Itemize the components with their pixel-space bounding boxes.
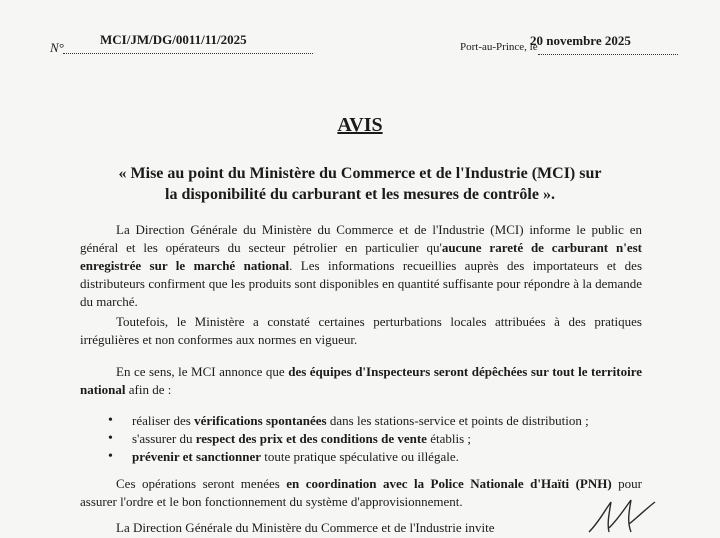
list-item-text: dans les stations-service et points de distribution ; [326,413,589,428]
paragraph-2-text: Toutefois, le Ministère a constaté certaines perturbations locales attribuées à des pratiques irrégulières et non conformes aux normes en vigueur. [80,314,642,347]
list-item-bold: prévenir et sanctionner [132,449,262,464]
paragraph-1-text-b: . Les informations recueillies auprès des importateurs et des distributeurs confirment que les produits sont disponibles en quantité suffisante pour répondre à la demande du marché. [80,258,643,309]
paragraph-1 [80,221,642,311]
reference-label: N° [50,40,64,55]
list-item-bold: vérifications spontanées [194,413,327,428]
place-label: Port-au-Prince, le [460,41,538,53]
document-title: AVIS [337,114,383,136]
reference-number: MCI/JM/DG/0011/11/2025 [100,32,247,47]
paragraph-3 [80,363,642,399]
list-item [108,412,648,430]
paragraph-5 [80,519,642,537]
paragraph-5-text: La Direction Générale du Ministère du Commerce et de l'Industrie invite [116,520,495,535]
paragraph-3-text-b: afin de : [125,382,172,397]
list-item [108,448,648,466]
subject-line-2: la disponibilité du carburant et les mesures de contrôle ». [165,186,555,203]
paragraph-3-bold: des équipes d'Inspecteurs seront dépêchées sur tout le territoire national [80,364,642,397]
paragraph-4-text-b: pour assurer l'ordre et le bon fonctionnement du système d'approvisionnement. [80,476,642,509]
paragraph-1-bold: aucune rareté de carburant n'est enregistrée sur le marché national [80,240,642,273]
list-item-text: réaliser des [132,413,195,428]
paragraph-3-text-a: En ce sens, le MCI annonce que [116,364,289,379]
list-item-text: établis ; [426,431,471,446]
paragraph-4-bold: en coordination avec la Police Nationale d'Haïti (PNH) [286,476,612,491]
date-underline [538,54,678,55]
reference-underline [63,53,313,54]
signature-mark [585,498,665,538]
list-item-text: toute pratique spéculative ou illégale. [261,449,459,464]
list-item-text: s'assurer du [132,431,196,446]
paragraph-2 [80,313,642,349]
paragraph-1-text-a: La Direction Générale du Ministère du Commerce et de l'Industrie (MCI) informe le public en général et les opérateurs du secteur pétrolier en particulier qu' [80,222,642,255]
document-date: 20 novembre 2025 [530,33,631,48]
list-item [108,430,648,448]
paragraph-4-text-a: Ces opérations seront menées [116,476,287,491]
subject-line-1: « Mise au point du Ministère du Commerce et de l'Industrie (MCI) sur [118,165,602,182]
measures-list [108,412,648,466]
list-item-bold: respect des prix et des conditions de vente [195,431,427,446]
paragraph-4 [80,475,642,511]
document-subject [80,163,640,205]
